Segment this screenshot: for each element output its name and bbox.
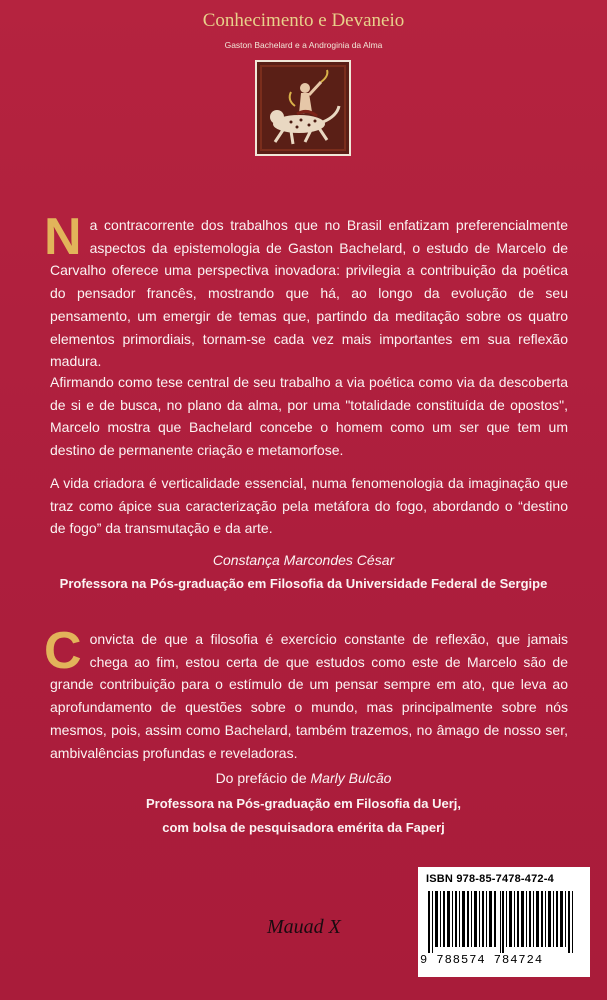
book-title: Conhecimento e Devaneio (202, 10, 405, 31)
preface-affiliation-1: Professora na Pós-graduação em Filosofia da Uerj, (146, 796, 461, 811)
barcode-digits: 9 788574 784724 (420, 953, 544, 967)
review-author (0, 552, 607, 568)
preface-paragraph-text: onvicta de que a filosofia é exercício constante de reflexão, que jamais chega ao fim, estou certa de que estudos como este de Marcelo são de grande contribuição para o estímulo de um pensar sempre em ato, que leva ao aprofundamento de questões sobre o mundo, mas principalmente sobre nós mesmos, pois, assim como Bachelard, também trazemos, no âmago de nosso ser, ambivalências profundas e reveladoras. (50, 631, 568, 761)
mosaic-rider-on-leopard-icon (255, 60, 351, 156)
preface-source-prefix: Do prefácio de (215, 770, 311, 786)
barcode-icon (428, 891, 578, 953)
preface-affiliation-2: com bolsa de pesquisadora emérita da Faperj (162, 820, 445, 835)
dropcap-c: C (44, 622, 82, 680)
review-author-name: Constança Marcondes César (212, 552, 395, 568)
review-paragraph-1-text: a contracorrente dos trabalhos que no Brasil enfatizam preferencialmente aspectos da epistemologia de Gaston Bachelard, o estudo de Marcelo de Carvalho oferece uma perspectiva inovadora: privilegia a contribuição da poética do pensador francês, mostrando que há, ao longo da evolução de seu pensamento, um emergir de temas que, partindo da meditação sobre os quatro elementos primordiais, tornam-se cada vez mais importantes em sua reflexão madura. (50, 217, 568, 370)
preface-paragraph (44, 622, 568, 764)
publisher-logo-icon: Mauad X (267, 916, 341, 938)
preface-source (0, 770, 607, 786)
review-paragraph-1 (44, 208, 568, 373)
review-paragraph-3: A vida criadora é verticalidade essencial, numa fenomenologia da imaginação que traz como ápice sua caracterização pela metáfora do fogo, abordando o “destino de fogo” da transmutação e da arte. (50, 475, 568, 537)
review-author-affiliation: Professora na Pós-graduação em Filosofia da Universidade Federal de Sergipe (59, 576, 548, 591)
review-paragraph-2: Afirmando como tese central de seu trabalho a via poética como via da descoberta de si e de busca, no plano da alma, por uma "totalidade constituída de opostos", Marcelo mostra que Bachelard concebe o homem como um ser que tem um destino de permanente criação e metamorfose. (50, 374, 568, 459)
preface-author-name: Marly Bulcão (310, 770, 392, 786)
dropcap-n: N (44, 208, 82, 266)
isbn-barcode-box (418, 867, 590, 977)
isbn-number: ISBN 978-85-7478-472-4 (426, 873, 554, 885)
book-subtitle: Gaston Bachelard e a Androginia da Alma (224, 40, 383, 50)
